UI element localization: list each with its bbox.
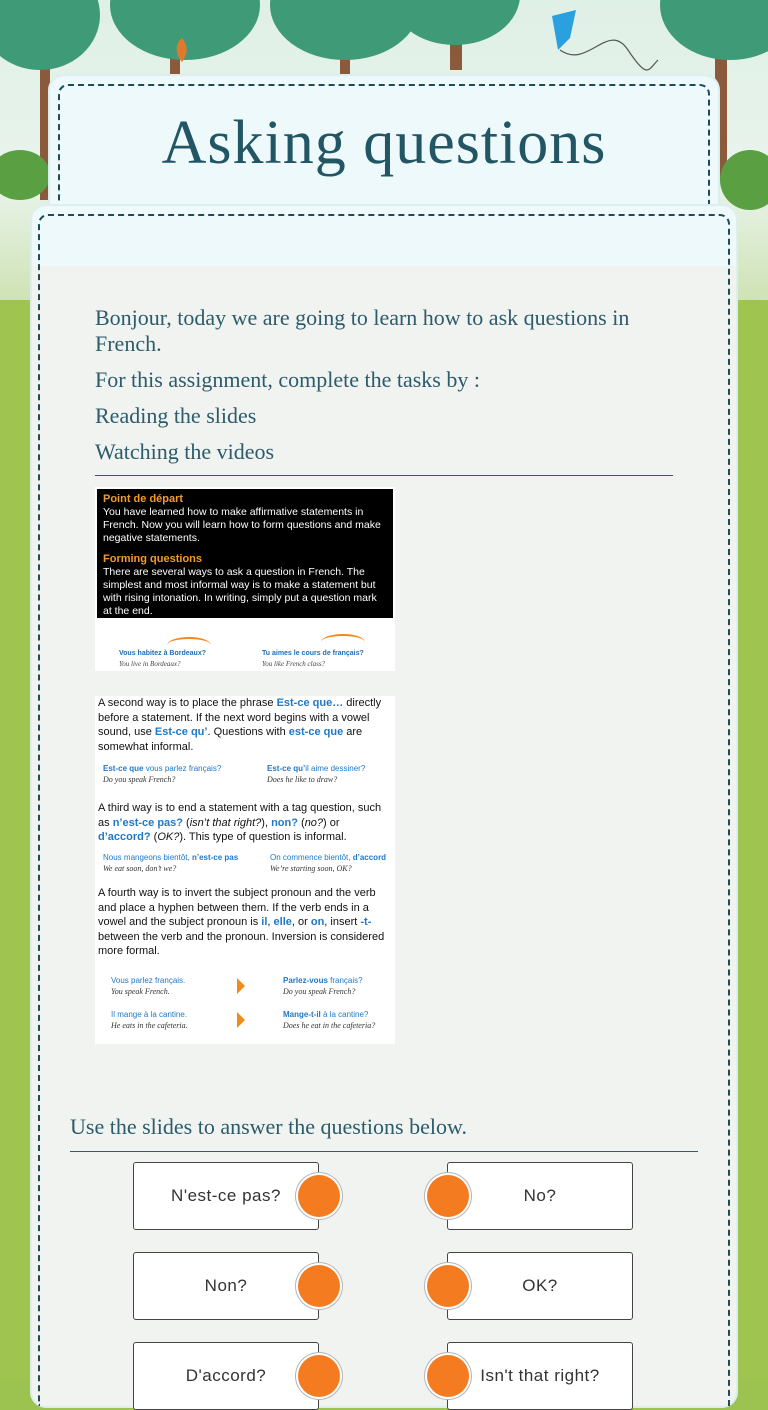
matching-instruction: Use the slides to answer the questions below. [70, 1114, 467, 1139]
example-english: You like French class? [262, 660, 326, 668]
slide-heading: Forming questions [103, 553, 202, 565]
example-pair: On commence bientôt, d’accord We’re starting soon, OK? [270, 853, 387, 873]
match-right-item[interactable]: OK? [447, 1252, 633, 1320]
example-pair: Est-ce que vous parlez français? Do you speak French? [103, 764, 222, 784]
example-french: Tu aimes le cours de français? [262, 650, 364, 657]
divider [95, 475, 673, 476]
match-left-item[interactable]: Non? [133, 1252, 319, 1320]
slide-paragraph: There are several ways to ask a question in French. The simplest and most informal way is to make a statement but with rising intonation. In writing, simply put a question mark at the end. [103, 566, 377, 617]
example-pair: Il mange à la cantine. He eats in the cafeteria. [111, 1010, 188, 1030]
intro-instruction: For this assignment, complete the tasks by : [95, 367, 480, 392]
match-connector-dot[interactable] [427, 1175, 469, 1217]
slide-heading: Point de départ [103, 493, 184, 505]
task-reading: Reading the slides [95, 403, 257, 428]
slide-image-forming-questions [95, 487, 395, 671]
slide-image-question-types [95, 696, 395, 1044]
slide-paragraph: A fourth way is to invert the subject pronoun and the verb and place a hyphen between them. If the verb ends in a vowel and the subject pronoun is il, elle, or on, insert -t- between the verb and the pronoun. Inversion is considered more formal. [98, 887, 385, 957]
match-connector-dot[interactable] [427, 1265, 469, 1307]
slide-paragraph: You have learned how to make affirmative statements in French. Now you will learn how to form questions and make negative statements. [103, 506, 381, 544]
slide-paragraph: A third way is to end a statement with a tag question, such as n’est-ce pas? (isn’t that right?), non? (no?) or d’accord? (OK?). This type of question is informal. [98, 802, 382, 843]
arrow-right-icon [237, 978, 245, 994]
match-connector-dot[interactable] [298, 1175, 340, 1217]
intro-text [95, 305, 673, 475]
example-pair: Vous parlez français. You speak French. [111, 976, 186, 996]
match-left-item[interactable]: N'est-ce pas? [133, 1162, 319, 1230]
example-english: You live in Bordeaux? [119, 660, 181, 668]
tree-canopy [390, 0, 520, 45]
tree-canopy [0, 0, 100, 70]
divider [70, 1151, 698, 1152]
intonation-arrow [321, 634, 365, 650]
task-watching: Watching the videos [95, 439, 275, 464]
page-title: Asking questions [161, 109, 607, 177]
match-right-item[interactable]: Isn't that right? [447, 1342, 633, 1410]
slide-paragraph: A second way is to place the phrase Est-ce que… directly before a statement. If the next word begins with a vowel sound, use Est-ce qu’. Questions with est-ce que are somewhat informal. [98, 697, 382, 753]
slide-text-box [97, 489, 393, 618]
kite-icon [548, 10, 668, 80]
match-connector-dot[interactable] [298, 1265, 340, 1307]
match-connector-dot[interactable] [298, 1355, 340, 1397]
intro-greeting: Bonjour, today we are going to learn how to ask questions in French. [95, 305, 630, 356]
match-right-item[interactable]: No? [447, 1162, 633, 1230]
match-connector-dot[interactable] [427, 1355, 469, 1397]
tree-canopy [660, 0, 768, 60]
example-pair: Mange-t-il à la cantine? Does he eat in the cafeteria? [283, 1010, 376, 1030]
example-pair: Parlez-vous français? Do you speak French? [283, 976, 363, 996]
match-left-item[interactable]: D'accord? [133, 1342, 319, 1410]
example-pair: Est-ce qu’il aime dessiner? Does he like to draw? [267, 764, 366, 784]
arrow-right-icon [237, 1012, 245, 1028]
squirrel-icon [172, 36, 192, 66]
example-french: Vous habitez à Bordeaux? [119, 650, 206, 657]
example-pair: Nous mangeons bientôt, n’est-ce pas We eat soon, don’t we? [103, 853, 239, 873]
